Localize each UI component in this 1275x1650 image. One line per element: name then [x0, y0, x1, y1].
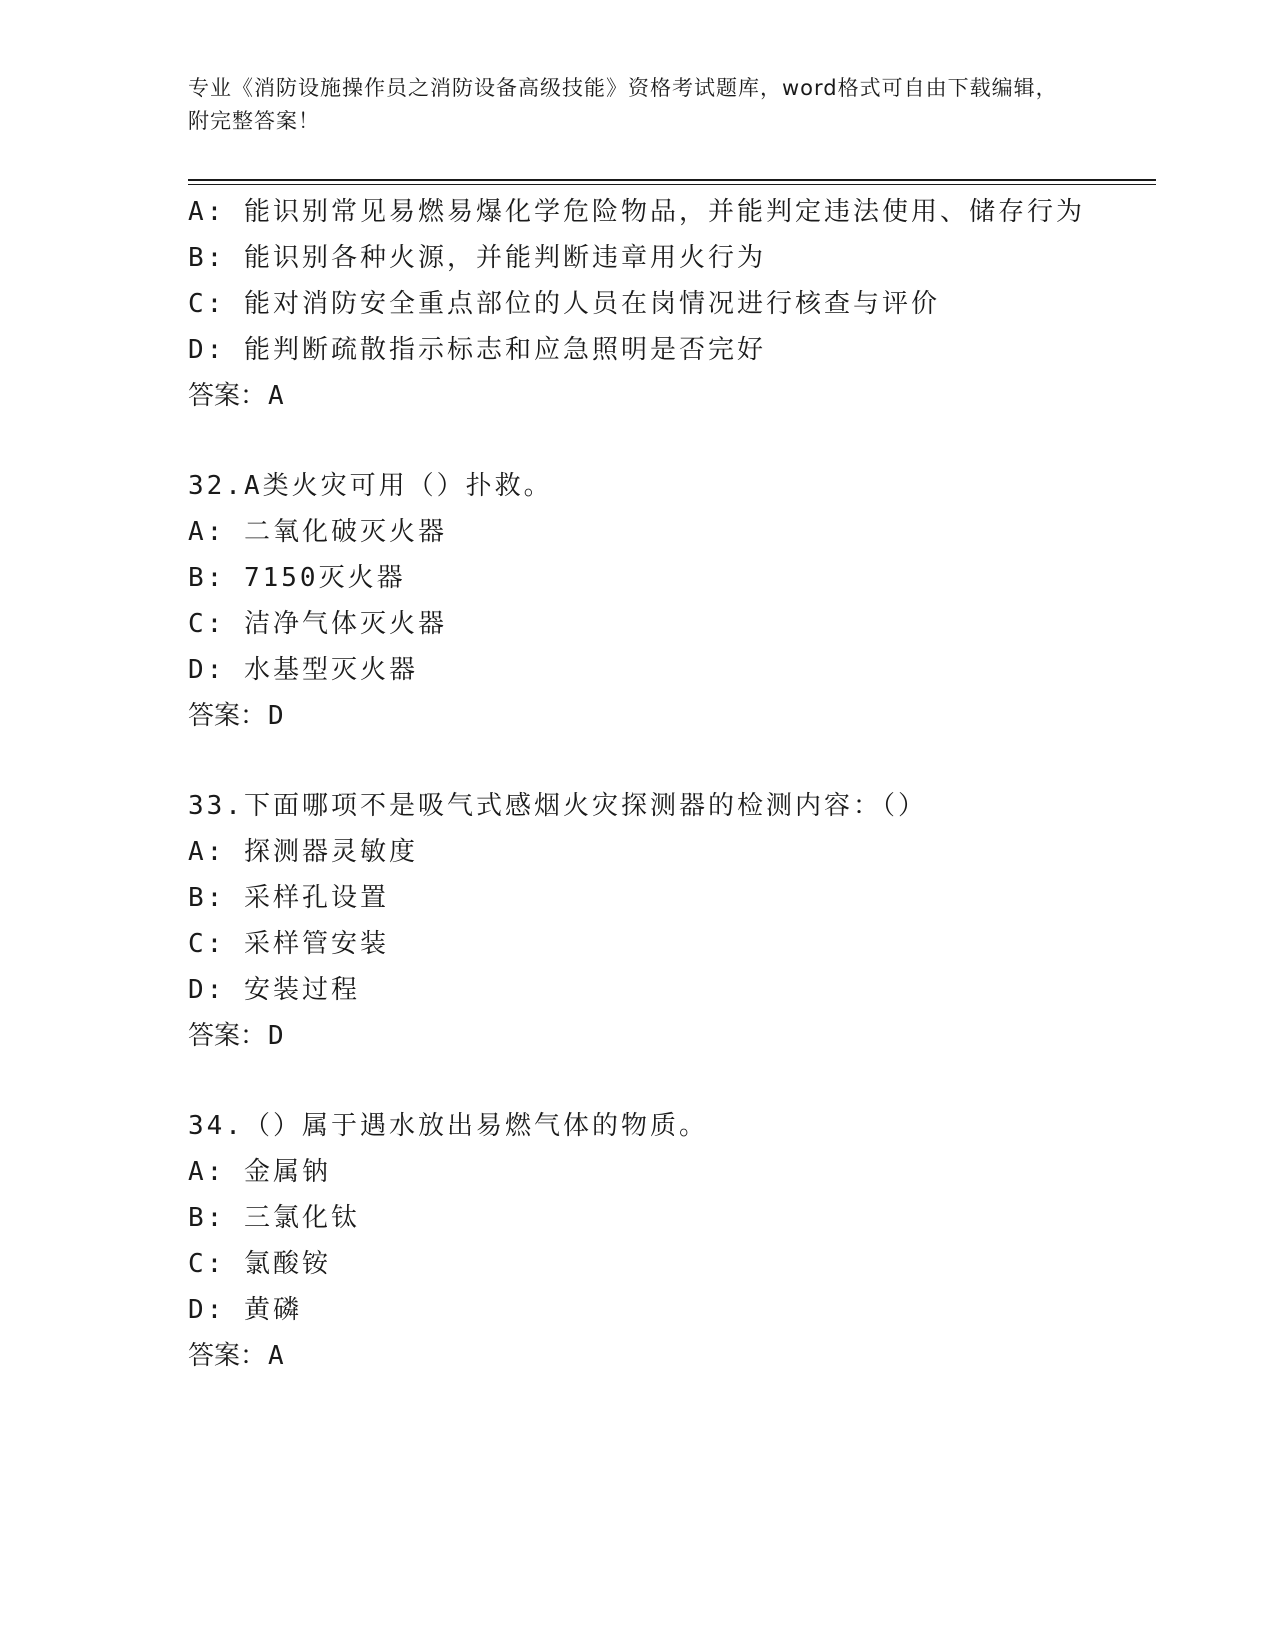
answer-value: D [268, 701, 284, 731]
question-33 [188, 783, 1168, 1059]
question-text: 33.下面哪项不是吸气式感烟火灾探测器的检测内容：（） [188, 791, 927, 821]
option-b: B: 三氯化钛 [188, 1203, 360, 1233]
option-a: A: 探测器灵敏度 [188, 837, 418, 867]
option-d: D: 安装过程 [188, 975, 360, 1005]
option-c: C: 能对消防安全重点部位的人员在岗情况进行核查与评价 [188, 289, 940, 319]
option-b: B: 7150灭火器 [188, 563, 406, 593]
option-a: A: 能识别常见易燃易爆化学危险物品，并能判定违法使用、储存行为 [188, 197, 1085, 227]
header-text: 专业《消防设施操作员之消防设备高级技能》资格考试题库，word格式可自由下载编辑，附完整答案！ [188, 76, 1058, 133]
answer-label: 答案： [188, 381, 267, 411]
answer-value: D [268, 1021, 284, 1051]
answer-line [188, 373, 1168, 419]
answer-value: A [268, 381, 284, 411]
question-spacer [188, 1059, 1168, 1103]
answer-label: 答案： [188, 701, 267, 731]
option-a: A: 二氧化破灭火器 [188, 517, 447, 547]
question-text: 34.（）属于遇水放出易燃气体的物质。 [188, 1111, 708, 1141]
question-34 [188, 1103, 1168, 1379]
option-b: B: 能识别各种火源，并能判断违章用火行为 [188, 243, 766, 273]
answer-line [188, 693, 1168, 739]
option-c: C: 采样管安装 [188, 929, 389, 959]
option-d: D: 能判断疏散指示标志和应急照明是否完好 [188, 335, 766, 365]
answer-label: 答案： [188, 1341, 267, 1371]
answer-line [188, 1333, 1168, 1379]
option-b: B: 采样孔设置 [188, 883, 389, 913]
option-d: D: 水基型灭火器 [188, 655, 418, 685]
option-c: C: 洁净气体灭火器 [188, 609, 447, 639]
answer-value: A [268, 1341, 284, 1371]
question-spacer [188, 419, 1168, 463]
question-spacer [188, 739, 1168, 783]
answer-line [188, 1013, 1168, 1059]
header-divider-thin [188, 184, 1156, 185]
question-text: 32.A类火灾可用（）扑救。 [188, 471, 553, 501]
option-a: A: 金属钠 [188, 1157, 331, 1187]
document-header [188, 72, 1068, 138]
option-d: D: 黄磷 [188, 1295, 302, 1325]
option-c: C: 氯酸铵 [188, 1249, 331, 1279]
header-divider-thick [188, 179, 1156, 181]
question-31 [188, 189, 1168, 419]
answer-label: 答案： [188, 1021, 267, 1051]
question-32 [188, 463, 1168, 739]
question-list [188, 189, 1168, 1379]
